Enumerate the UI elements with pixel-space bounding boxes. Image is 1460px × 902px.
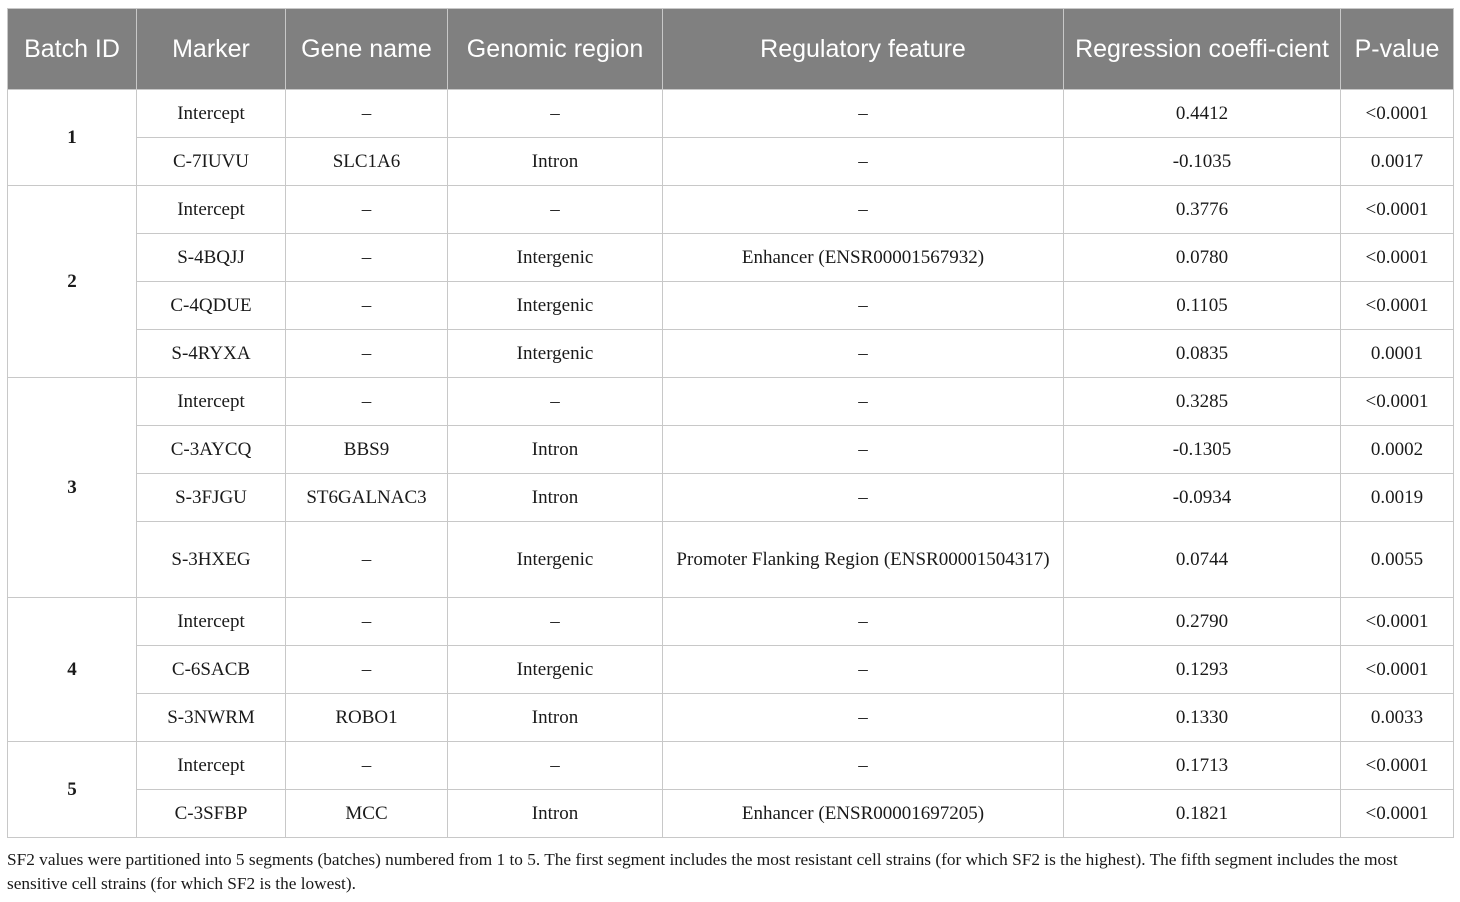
header-regression-coefficient: Regression coeffi-cient — [1064, 9, 1341, 90]
marker-cell: S-3HXEG — [137, 522, 286, 598]
table-row — [8, 330, 1454, 378]
marker-cell: S-4BQJJ — [137, 234, 286, 282]
table-row — [8, 694, 1454, 742]
marker-cell: Intercept — [137, 598, 286, 646]
table-row — [8, 378, 1454, 426]
regression-coefficient-cell: -0.1305 — [1064, 426, 1341, 474]
header-genomic-region: Genomic region — [448, 9, 663, 90]
table-row — [8, 234, 1454, 282]
regulatory-feature-cell: – — [663, 90, 1064, 138]
p-value-cell: 0.0001 — [1341, 330, 1454, 378]
gene-name-cell: SLC1A6 — [286, 138, 448, 186]
regulatory-feature-cell: – — [663, 694, 1064, 742]
regression-table — [7, 8, 1454, 838]
p-value-cell: 0.0017 — [1341, 138, 1454, 186]
gene-name-cell: MCC — [286, 790, 448, 838]
genomic-region-cell: Intron — [448, 138, 663, 186]
genomic-region-cell: Intergenic — [448, 282, 663, 330]
table-row — [8, 742, 1454, 790]
regression-coefficient-cell: 0.3285 — [1064, 378, 1341, 426]
regulatory-feature-cell: Promoter Flanking Region (ENSR00001504317) — [663, 522, 1064, 598]
regulatory-feature-cell: Enhancer (ENSR00001697205) — [663, 790, 1064, 838]
p-value-cell: 0.0055 — [1341, 522, 1454, 598]
table-row — [8, 90, 1454, 138]
gene-name-cell: – — [286, 234, 448, 282]
gene-name-cell: – — [286, 186, 448, 234]
regulatory-feature-cell: – — [663, 330, 1064, 378]
regression-coefficient-cell: 0.0780 — [1064, 234, 1341, 282]
marker-cell: S-3FJGU — [137, 474, 286, 522]
table-row — [8, 426, 1454, 474]
regulatory-feature-cell: – — [663, 426, 1064, 474]
regulatory-feature-cell: – — [663, 474, 1064, 522]
table-row — [8, 474, 1454, 522]
p-value-cell: <0.0001 — [1341, 742, 1454, 790]
regression-coefficient-cell: 0.1293 — [1064, 646, 1341, 694]
p-value-cell: 0.0002 — [1341, 426, 1454, 474]
batch-id-cell: 1 — [8, 90, 137, 186]
table-footnote: SF2 values were partitioned into 5 segments (batches) numbered from 1 to 5. The first segment includes the most resistant cell strains (for which SF2 is the highest). The fifth segment includes the most sensitive cell strains (for which SF2 is the lowest). — [7, 850, 1398, 893]
p-value-cell: <0.0001 — [1341, 646, 1454, 694]
marker-cell: C-6SACB — [137, 646, 286, 694]
header-marker: Marker — [137, 9, 286, 90]
marker-cell: Intercept — [137, 186, 286, 234]
table-row — [8, 186, 1454, 234]
regression-coefficient-cell: 0.3776 — [1064, 186, 1341, 234]
p-value-cell: <0.0001 — [1341, 378, 1454, 426]
gene-name-cell: – — [286, 742, 448, 790]
table-row — [8, 790, 1454, 838]
regression-coefficient-cell: -0.1035 — [1064, 138, 1341, 186]
table-row — [8, 598, 1454, 646]
gene-name-cell: ST6GALNAC3 — [286, 474, 448, 522]
genomic-region-cell: Intergenic — [448, 646, 663, 694]
genomic-region-cell: Intron — [448, 790, 663, 838]
genomic-region-cell: Intergenic — [448, 234, 663, 282]
regression-coefficient-cell: 0.1330 — [1064, 694, 1341, 742]
gene-name-cell: – — [286, 598, 448, 646]
gene-name-cell: – — [286, 282, 448, 330]
genomic-region-cell: Intron — [448, 694, 663, 742]
gene-name-cell: – — [286, 378, 448, 426]
genomic-region-cell: Intergenic — [448, 330, 663, 378]
regulatory-feature-cell: – — [663, 598, 1064, 646]
header-p-value: P-value — [1341, 9, 1454, 90]
marker-cell: C-4QDUE — [137, 282, 286, 330]
genomic-region-cell: – — [448, 186, 663, 234]
genomic-region-cell: – — [448, 742, 663, 790]
p-value-cell: <0.0001 — [1341, 186, 1454, 234]
regulatory-feature-cell: Enhancer (ENSR00001567932) — [663, 234, 1064, 282]
p-value-cell: <0.0001 — [1341, 282, 1454, 330]
regulatory-feature-cell: – — [663, 378, 1064, 426]
p-value-cell: 0.0033 — [1341, 694, 1454, 742]
regression-coefficient-cell: 0.1713 — [1064, 742, 1341, 790]
genomic-region-cell: Intron — [448, 474, 663, 522]
marker-cell: Intercept — [137, 742, 286, 790]
gene-name-cell: BBS9 — [286, 426, 448, 474]
marker-cell: C-7IUVU — [137, 138, 286, 186]
marker-cell: S-4RYXA — [137, 330, 286, 378]
table-body — [8, 90, 1454, 838]
genomic-region-cell: – — [448, 378, 663, 426]
regulatory-feature-cell: – — [663, 138, 1064, 186]
gene-name-cell: – — [286, 330, 448, 378]
table-row — [8, 282, 1454, 330]
genomic-region-cell: – — [448, 598, 663, 646]
regression-coefficient-cell: 0.1821 — [1064, 790, 1341, 838]
gene-name-cell: ROBO1 — [286, 694, 448, 742]
p-value-cell: 0.0019 — [1341, 474, 1454, 522]
marker-cell: C-3AYCQ — [137, 426, 286, 474]
table-row — [8, 138, 1454, 186]
table-header — [8, 9, 1454, 90]
marker-cell: Intercept — [137, 378, 286, 426]
table-row — [8, 522, 1454, 598]
marker-cell: C-3SFBP — [137, 790, 286, 838]
batch-id-cell: 5 — [8, 742, 137, 838]
gene-name-cell: – — [286, 90, 448, 138]
p-value-cell: <0.0001 — [1341, 234, 1454, 282]
regulatory-feature-cell: – — [663, 186, 1064, 234]
genomic-region-cell: Intergenic — [448, 522, 663, 598]
marker-cell: Intercept — [137, 90, 286, 138]
regulatory-feature-cell: – — [663, 646, 1064, 694]
regulatory-feature-cell: – — [663, 282, 1064, 330]
p-value-cell: <0.0001 — [1341, 790, 1454, 838]
genomic-region-cell: Intron — [448, 426, 663, 474]
batch-id-cell: 2 — [8, 186, 137, 378]
regression-coefficient-cell: -0.0934 — [1064, 474, 1341, 522]
gene-name-cell: – — [286, 522, 448, 598]
marker-cell: S-3NWRM — [137, 694, 286, 742]
gene-name-cell: – — [286, 646, 448, 694]
regression-coefficient-cell: 0.0835 — [1064, 330, 1341, 378]
p-value-cell: <0.0001 — [1341, 90, 1454, 138]
header-regulatory-feature: Regulatory feature — [663, 9, 1064, 90]
header-batch-id: Batch ID — [8, 9, 137, 90]
header-row — [8, 9, 1454, 90]
regression-coefficient-cell: 0.1105 — [1064, 282, 1341, 330]
regression-coefficient-cell: 0.2790 — [1064, 598, 1341, 646]
regression-coefficient-cell: 0.4412 — [1064, 90, 1341, 138]
regression-coefficient-cell: 0.0744 — [1064, 522, 1341, 598]
batch-id-cell: 3 — [8, 378, 137, 598]
p-value-cell: <0.0001 — [1341, 598, 1454, 646]
header-gene-name: Gene name — [286, 9, 448, 90]
batch-id-cell: 4 — [8, 598, 137, 742]
table-row — [8, 646, 1454, 694]
regulatory-feature-cell: – — [663, 742, 1064, 790]
genomic-region-cell: – — [448, 90, 663, 138]
